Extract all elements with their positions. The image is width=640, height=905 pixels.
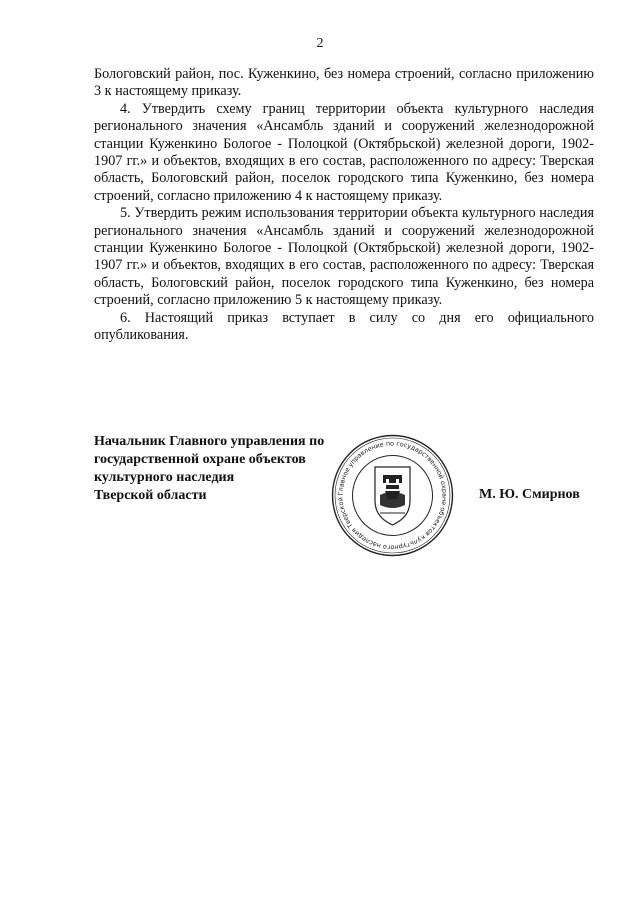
seal-circular-text: Главное управление по государственной охране объектов культурного наследия Тверской <box>336 439 449 552</box>
paragraph-item-4: 4. Утвердить схему границ территории объекта культурного наследия регионального значения «Ансамбль зданий и сооружений железнодорожной станции Куженкино Бологое - Полоцкой (Октябрьской) железной дороги, 1902-1907 гг.» и объектов, входящих в его состав, расположенного по адресу: Тверская область, Бологовский район, поселок городского типа Куженкино, без номера строений, согласно приложению 4 к настоящему приказу. <box>94 100 594 204</box>
position-line: Тверской области <box>94 488 207 503</box>
paragraph-continuation: Бологовский район, пос. Куженкино, без номера строений, согласно приложению 3 к настоящему приказу. <box>94 66 594 100</box>
document-body <box>94 66 594 345</box>
page-number: 2 <box>316 36 324 51</box>
position-line: государственной охране объектов <box>94 452 306 467</box>
position-line: Начальник Главного управления по <box>94 434 325 449</box>
signature-position-title <box>94 433 354 505</box>
coat-of-arms-icon <box>375 467 410 525</box>
official-seal-stamp <box>330 433 455 558</box>
paragraph-item-6: 6. Настоящий приказ вступает в силу со дня его официального опубликования. <box>94 309 594 344</box>
signer-name: М. Ю. Смирнов <box>479 487 580 502</box>
position-line: культурного наследия <box>94 470 235 485</box>
paragraph-item-5: 5. Утвердить режим использования территории объекта культурного наследия регионального значения «Ансамбль зданий и сооружений железнодорожной станции Куженкино Бологое - Полоцкой (Октябрьской) железной дороги, 1902-1907 гг.» и объектов, входящих в его состав, расположенного по адресу: Тверская область, Бологовский район, поселок городского типа Куженкино, без номера строений, согласно приложению 5 к настоящему приказу. <box>94 205 594 309</box>
